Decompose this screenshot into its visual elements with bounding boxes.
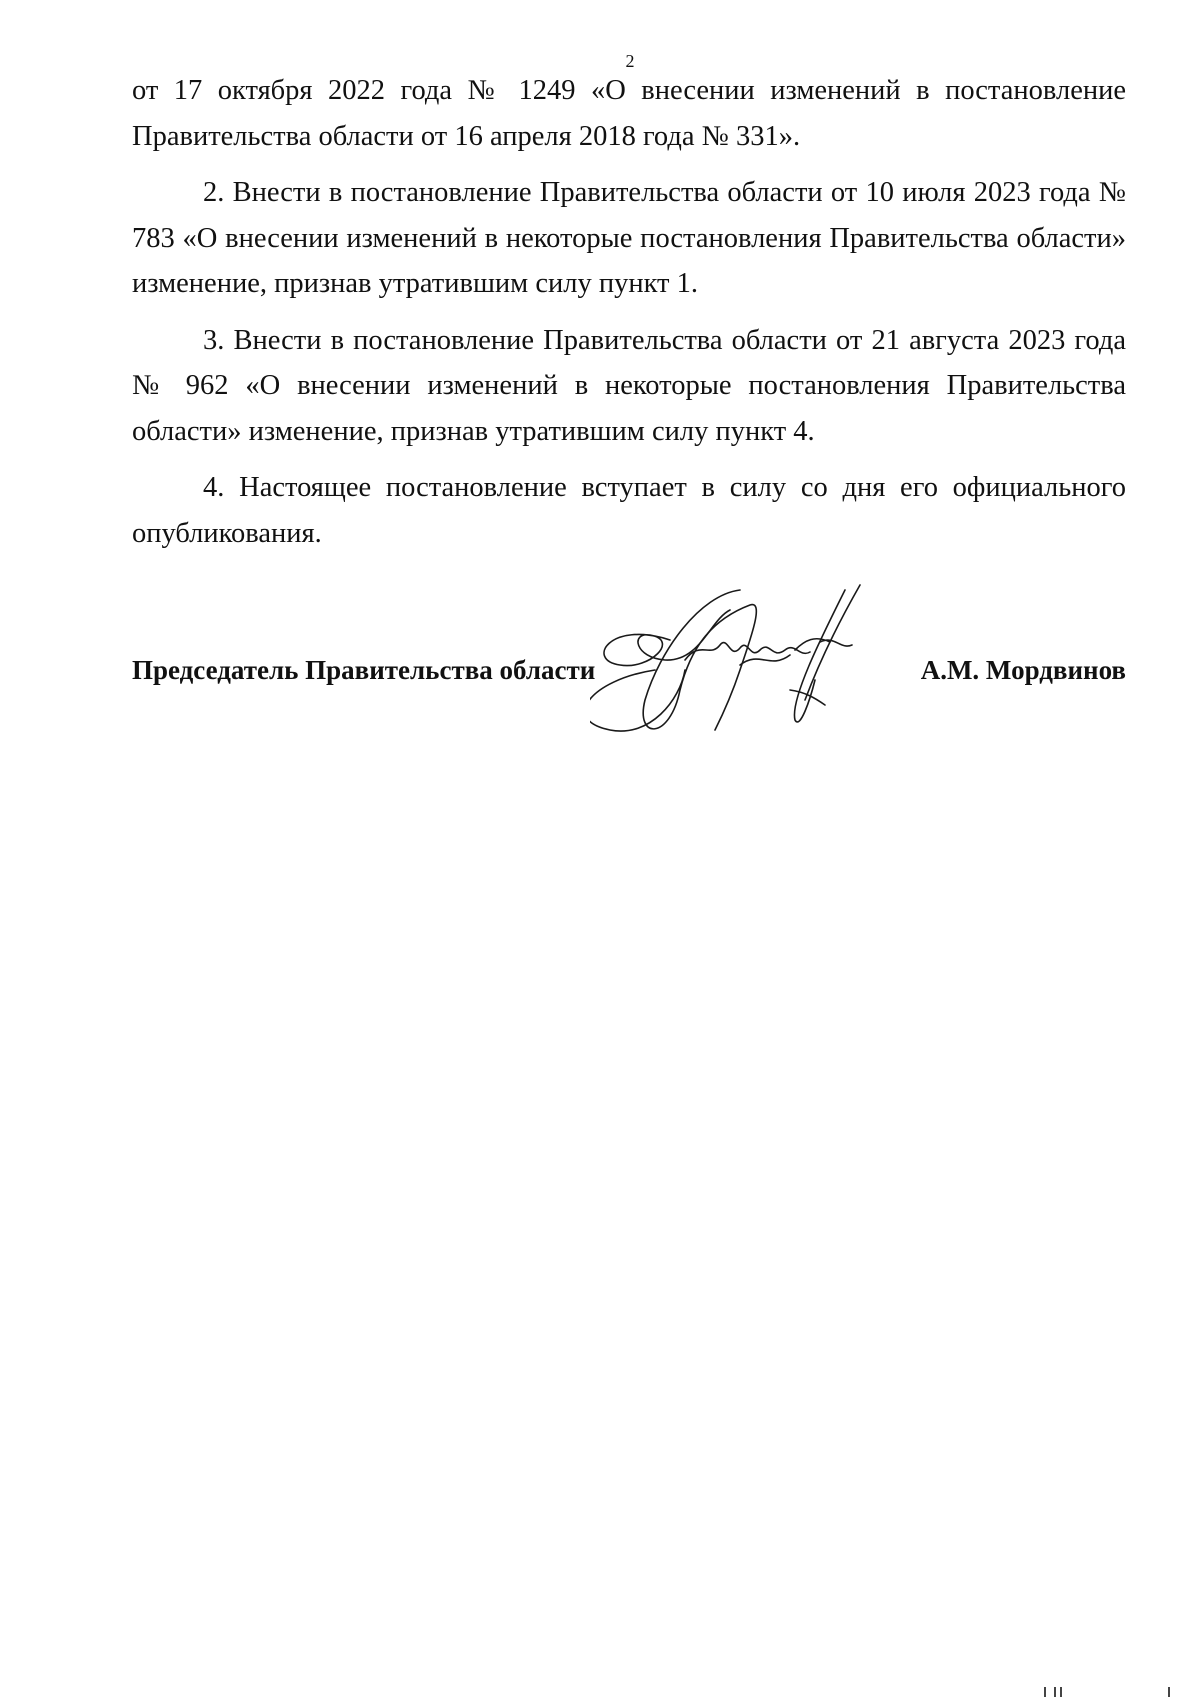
signatory-position: Председатель Правительства области [132, 655, 596, 685]
scan-artifact [1168, 1687, 1170, 1697]
paragraph-item-3: 3. Внести в постановление Правительства области от 21 августа 2023 года № 962 «О внесении изменений в некоторые постановления Правительства области» изменение, признав утратившим силу пункт 4. [132, 324, 1126, 447]
scan-artifact [1060, 1687, 1062, 1697]
scan-artifact [1054, 1687, 1056, 1697]
paragraph-item-4: 4. Настоящее постановление вступает в силу со дня его официального опубликования. [132, 472, 1126, 549]
page-number: 2 [625, 51, 635, 71]
paragraph-item-2: 2. Внести в постановление Правительства области от 10 июля 2023 года № 783 «О внесении изменений в некоторые постановления Правительства области» изменение, признав утратившим силу пункт 1. [132, 177, 1126, 299]
signature-block [132, 650, 1126, 690]
scan-artifact [1044, 1687, 1046, 1697]
document-body [132, 68, 1126, 567]
paragraph-continuation: от 17 октября 2022 года № 1249 «О внесении изменений в постановление Правительства области от 16 апреля 2018 года № 331». [132, 75, 1126, 152]
signatory-name: А.М. Мордвинов [920, 655, 1126, 685]
